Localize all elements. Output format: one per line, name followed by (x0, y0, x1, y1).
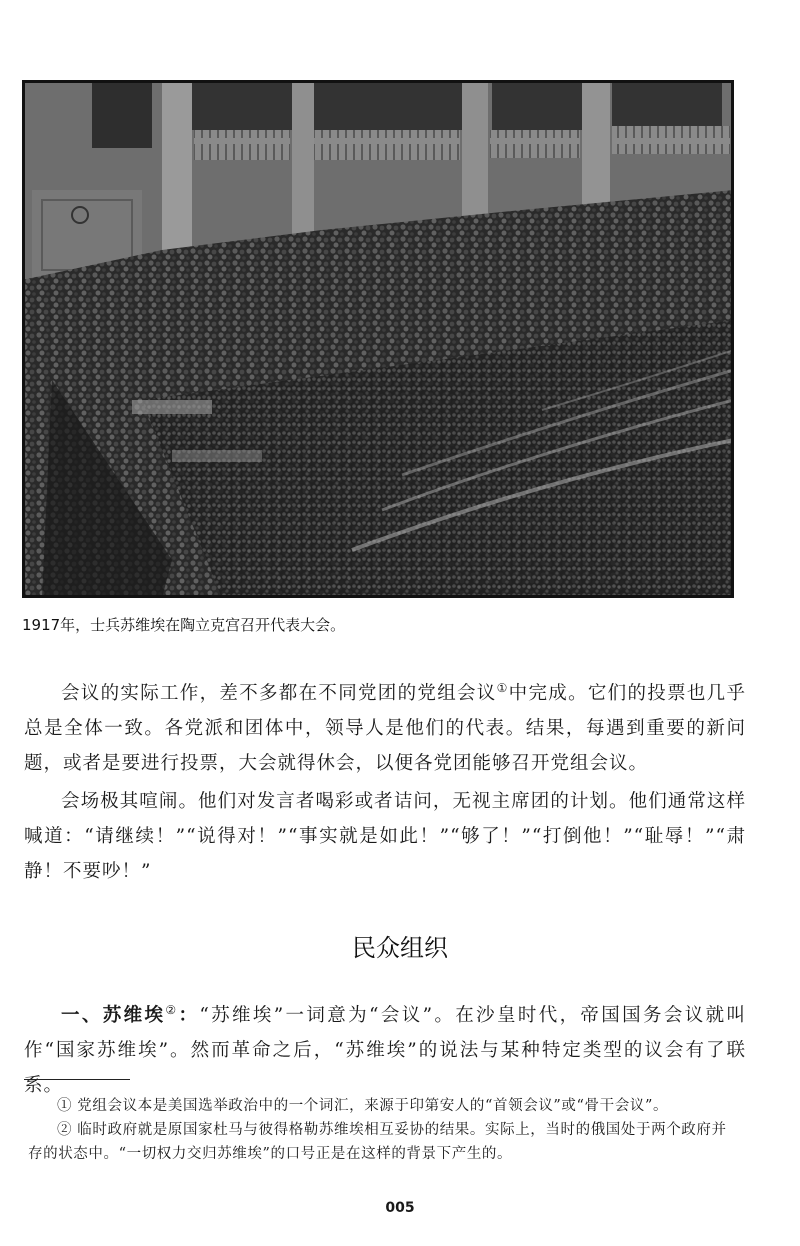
paragraph-1-part-a: 会议的实际工作，差不多都在不同党团的党组会议 (61, 683, 497, 704)
paragraph-1 (24, 676, 746, 781)
section-title: 民众组织 (352, 934, 448, 962)
footnote-ref-2[interactable]: ② (165, 1002, 179, 1017)
soviet-term: 一、苏维埃 (61, 1005, 166, 1026)
footnote-1: ① 党组会议本是美国选举政治中的一个词汇，来源于印第安人的“首领会议”或“骨干会议”。 (57, 1098, 669, 1114)
page-number: 005 (385, 1200, 415, 1216)
photo-caption: 1917年，士兵苏维埃在陶立克宫召开代表大会。 (22, 616, 346, 634)
term-colon: ： (178, 1005, 200, 1026)
assembly-photo-drawing (22, 80, 734, 598)
footnote-2: ② 临时政府就是原国家杜马与彼得格勒苏维埃相互妥协的结果。实际上，当时的俄国处于两个政府并存的状态中。“一切权力交归苏维埃”的口号正是在这样的背景下产生的。 (28, 1122, 727, 1162)
footnotes (28, 1094, 740, 1166)
footnote-divider (24, 1079, 130, 1080)
paragraph-3-text: “苏维埃”一词意为“会议”。在沙皇时代，帝国国务会议就叫作“国家苏维埃”。然而革命之后，“苏维埃”的说法与某种特定类型的议会有了联系。 (24, 1005, 746, 1096)
assembly-photo (22, 80, 734, 598)
paragraph-1-part-b: 中完成。它们的投票也几乎总是全体一致。各党派和团体中，领导人是他们的代表。结果，每遇到重要的新问题，或者是要进行投票，大会就得休会，以便各党团能够召开党组会议。 (24, 683, 746, 774)
paragraph-2: 会场极其喧闹。他们对发言者喝彩或者诘问，无视主席团的计划。他们通常这样喊道：“请继续！”“说得对！”“事实就是如此！”“够了！”“打倒他！”“耻辱！”“肃静！不要吵！” (24, 791, 746, 882)
paragraph-3 (24, 998, 746, 1103)
footnote-ref-1[interactable]: ① (496, 680, 509, 695)
